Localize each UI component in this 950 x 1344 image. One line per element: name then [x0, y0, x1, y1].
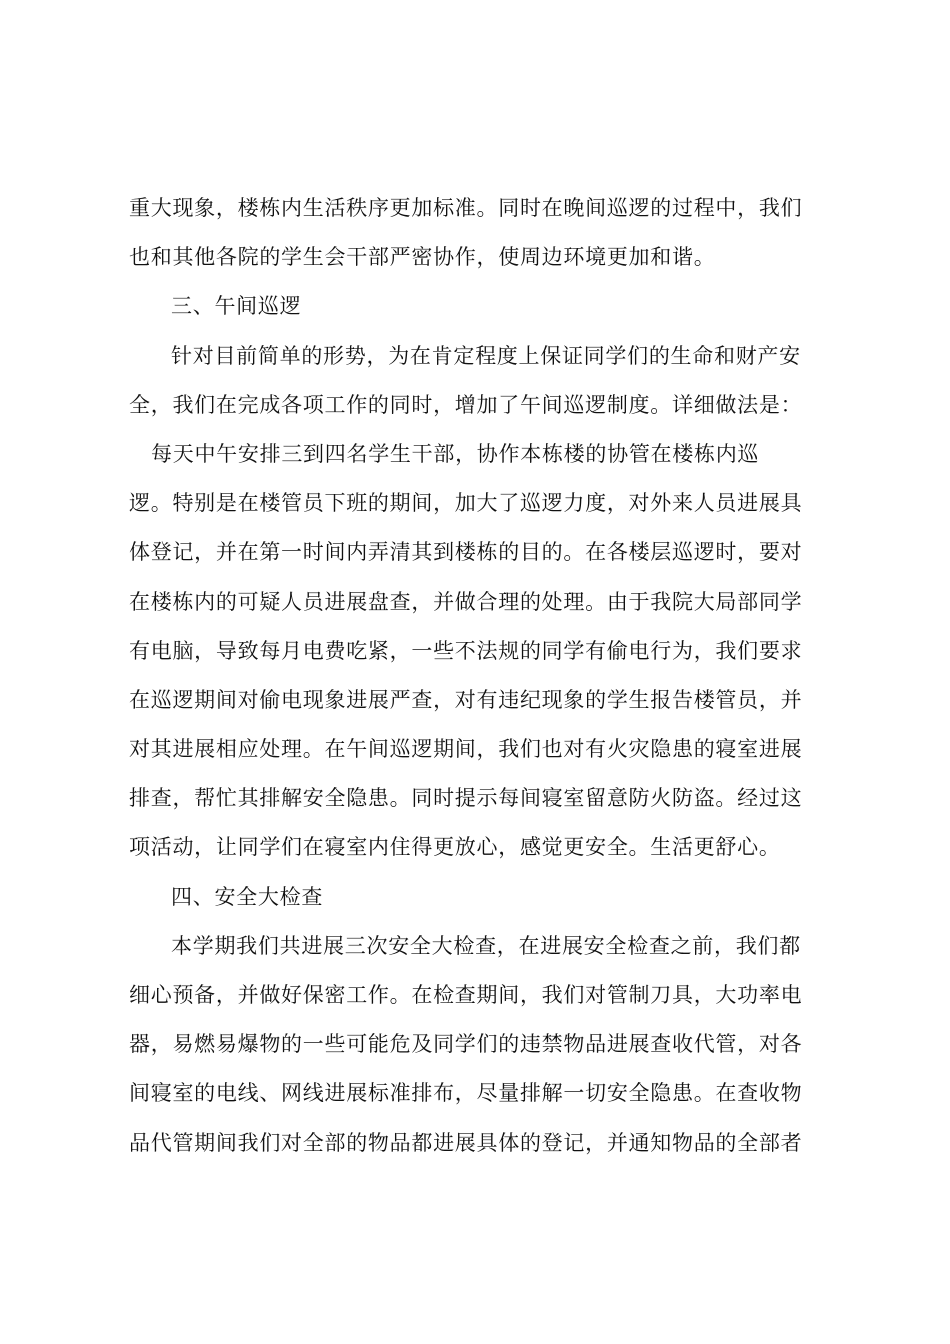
paragraph-line: 也和其他各院的学生会干部严密协作，使周边环境更加和谐。 [129, 245, 716, 270]
paragraph-line: 重大现象，楼栋内生活秩序更加标准。同时在晚间巡逻的过程中，我们 [129, 196, 803, 220]
section-heading: 三、午间巡逻 [171, 294, 302, 319]
paragraph-line: 体登记，并在第一时间内弄清其到楼栋的目的。在各楼层巡逻时，要对 [129, 540, 803, 565]
paragraph-line: 全，我们在完成各项工作的同时，增加了午间巡逻制度。详细做法是： [129, 392, 803, 417]
section-heading: 四、安全大检查 [171, 884, 324, 909]
paragraph-line: 有电脑，导致每月电费吃紧，一些不法规的同学有偷电行为，我们要求 [129, 638, 803, 663]
paragraph-line: 在楼栋内的可疑人员进展盘查，并做合理的处理。由于我院大局部同学 [129, 589, 803, 614]
paragraph-line: 排查，帮忙其排解安全隐患。同时提示每间寝室留意防火防盗。经过这 [129, 786, 803, 811]
paragraph-line: 逻。特别是在楼管员下班的期间，加大了巡逻力度，对外来人员进展具 [129, 491, 803, 516]
paragraph-line: 本学期我们共进展三次安全大检查，在进展安全检查之前，我们都 [171, 933, 801, 958]
document-body [129, 184, 831, 1168]
paragraph-line: 品代管期间我们对全部的物品都进展具体的登记，并通知物品的全部者 [129, 1130, 803, 1155]
paragraph-line: 在巡逻期间对偷电现象进展严查，对有违纪现象的学生报告楼管员，并 [129, 687, 803, 712]
paragraph-line: 细心预备，并做好保密工作。在检查期间，我们对管制刀具，大功率电 [129, 983, 803, 1007]
paragraph-line: 间寝室的电线、网线进展标准排布，尽量排解一切安全隐患。在查收物 [129, 1081, 803, 1106]
paragraph-line: 项活动，让同学们在寝室内住得更放心，感觉更安全。生活更舒心。 [129, 835, 781, 860]
paragraph-line: 器，易燃易爆物的一些可能危及同学们的违禁物品进展查收代管，对各 [129, 1032, 803, 1057]
paragraph-line: 针对目前简单的形势，为在肯定程度上保证同学们的生命和财产安 [171, 343, 801, 368]
paragraph-line: 对其进展相应处理。在午间巡逻期间，我们也对有火灾隐患的寝室进展 [129, 737, 803, 762]
paragraph-line: 每天中午安排三到四名学生干部，协作本栋楼的协管在楼栋内巡 [151, 441, 760, 466]
